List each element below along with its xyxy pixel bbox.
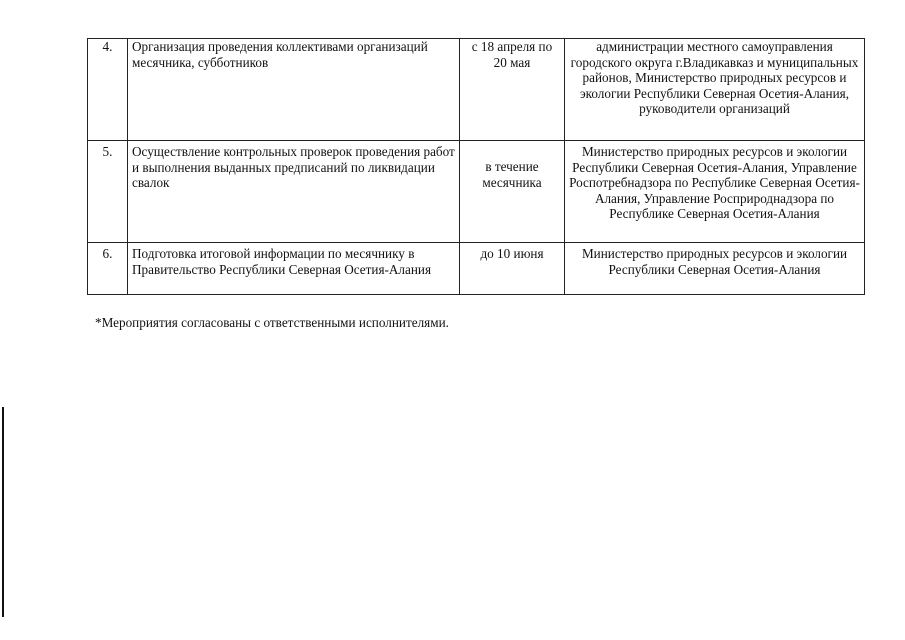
table-row <box>88 141 865 243</box>
activity-cell: Подготовка итоговой информации по месячнику в Правительство Республики Северная Осетия-Алания <box>128 243 460 295</box>
responsible-cell: Министерство природных ресурсов и экологии Республики Северная Осетия-Алания, Управление Роспотребнадзора по Республике Северная Осетия-Алания, Управление Росприроднадзора по Республике Северная Осетия-Алания <box>565 141 865 243</box>
responsible-cell: администрации местного самоуправления городского округа г.Владикавказ и муниципальных районов, Министерство природных ресурсов и экологии Республики Северная Осетия-Алания, руководители организаций <box>565 39 865 141</box>
date-cell: с 18 апреля по 20 мая <box>460 39 565 141</box>
activity-cell: Осуществление контрольных проверок проведения работ и выполнения выданных предписаний по ликвидации свалок <box>128 141 460 243</box>
date-cell: до 10 июня <box>460 243 565 295</box>
row-number: 4. <box>88 39 128 141</box>
table-row <box>88 39 865 141</box>
scan-edge-line <box>2 407 4 617</box>
row-number: 5. <box>88 141 128 243</box>
activity-cell: Организация проведения коллективами организаций месячника, субботников <box>128 39 460 141</box>
activities-table <box>87 38 865 295</box>
date-cell: в течение месячника <box>460 141 565 243</box>
responsible-cell: Министерство природных ресурсов и экологии Республики Северная Осетия-Алания <box>565 243 865 295</box>
footnote: *Мероприятия согласованы с ответственными исполнителями. <box>95 315 449 330</box>
row-number: 6. <box>88 243 128 295</box>
table-row <box>88 243 865 295</box>
